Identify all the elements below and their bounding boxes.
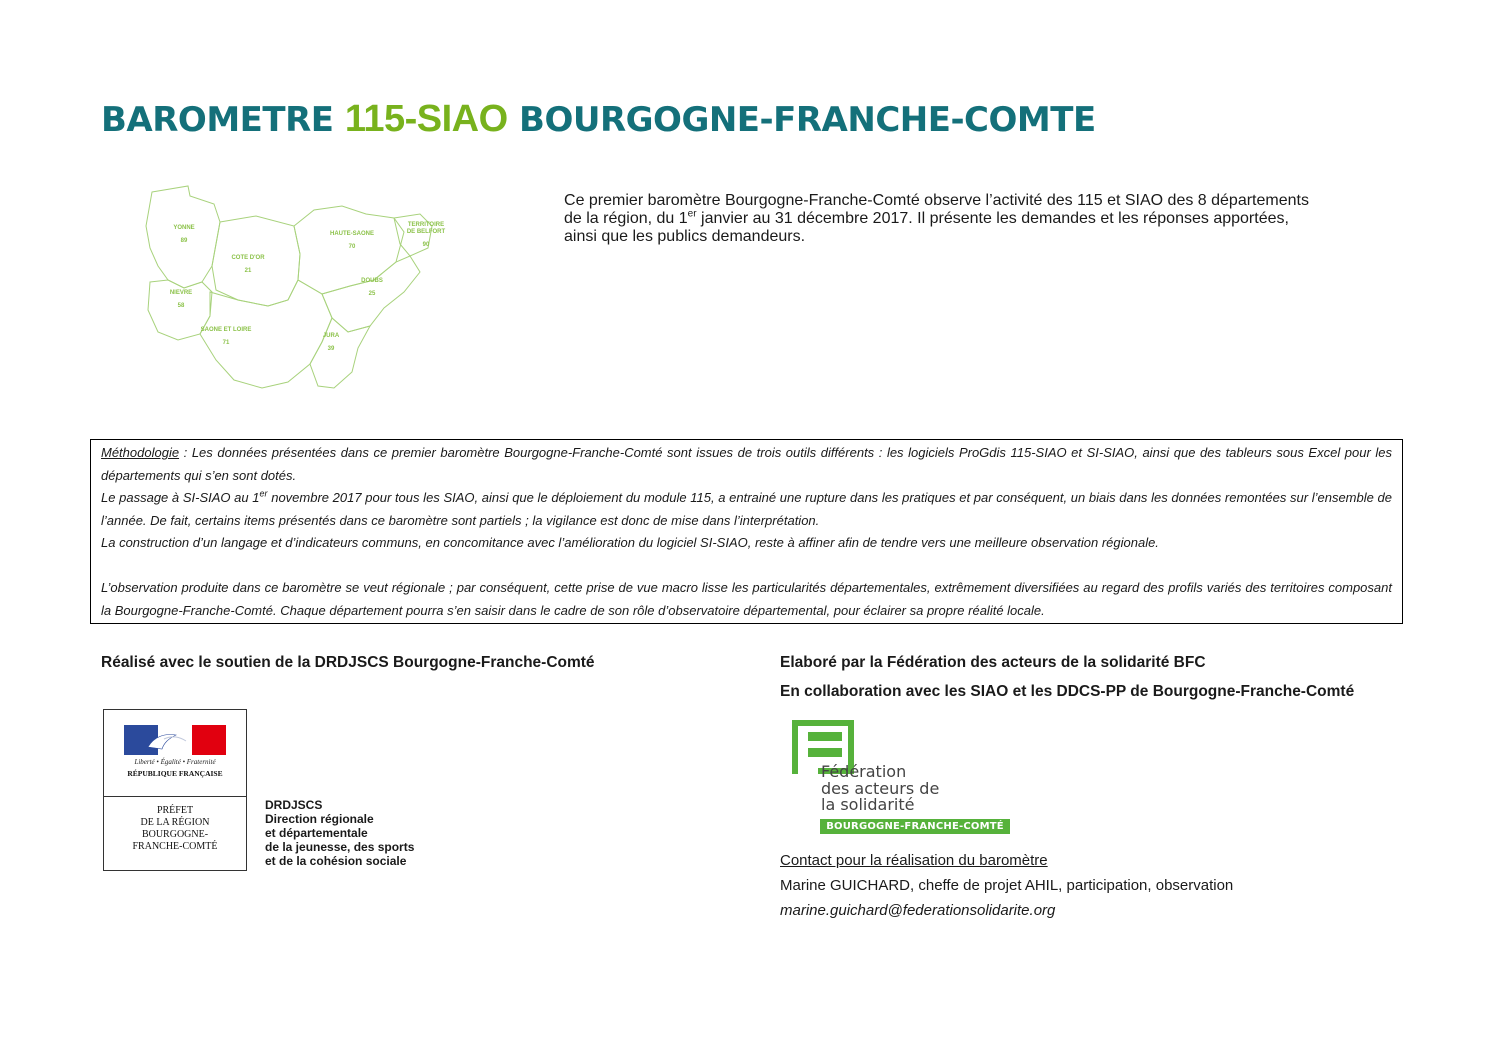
intro-text: janvier au 31 décembre 2017. Il présente les demandes et les réponses apportées, bbox=[696, 210, 1289, 227]
department-code: 25 bbox=[368, 291, 376, 297]
contact-title: Contact pour la réalisation du baromètre bbox=[780, 852, 1048, 869]
drdjscs-full-name: Direction régionale et départementale de la jeunesse, des sports et de la cohésion sociale bbox=[265, 812, 415, 868]
department-code: 71 bbox=[222, 340, 230, 346]
methodology-label: Méthodologie bbox=[101, 445, 180, 460]
intro-line: ainsi que les publics demandeurs. bbox=[564, 228, 806, 245]
intro-superscript: er bbox=[687, 208, 697, 220]
methodology-box bbox=[90, 439, 1403, 624]
department-name: NIEVRE bbox=[169, 290, 193, 296]
paragraph-gap bbox=[101, 555, 1392, 577]
title-part-115-siao: 115-SIAO bbox=[344, 98, 508, 140]
department-name: SAONE ET LOIRE bbox=[200, 327, 252, 333]
department-code: 89 bbox=[180, 238, 188, 244]
republic-name: RÉPUBLIQUE FRANÇAISE bbox=[127, 769, 223, 778]
map-outline bbox=[200, 280, 332, 388]
department-code: 58 bbox=[177, 303, 185, 309]
map-outline bbox=[294, 206, 404, 294]
intro-line bbox=[564, 192, 1404, 210]
page-title bbox=[101, 98, 1096, 141]
elaboration-line-1: Elaboré par la Fédération des acteurs de la solidarité BFC bbox=[780, 654, 1206, 671]
drdjscs-block bbox=[265, 798, 414, 868]
intro-line bbox=[564, 210, 1404, 228]
marianne-flag-icon bbox=[124, 725, 226, 755]
map-outline bbox=[212, 216, 300, 306]
methodology-text: Le passage à SI-SIAO au 1 bbox=[101, 490, 260, 506]
region-map bbox=[138, 182, 458, 397]
methodology-paragraph bbox=[101, 487, 1392, 532]
methodology-text: : Les données présentées dans ce premier baromètre Bourgogne-Franche-Comté sont issues de trois outils différents : les logiciels ProGdis 115-SIAO et SI-SIAO, ainsi que des tableurs sous Excel pour les départements qui s’en sont dotés. bbox=[101, 445, 1392, 483]
department-code: 21 bbox=[244, 268, 252, 274]
intro-text: de la région, du 1 bbox=[564, 210, 688, 227]
elaboration-line-2: En collaboration avec les SIAO et les DDCS-PP de Bourgogne-Franche-Comté bbox=[780, 683, 1355, 700]
department-name: HAUTE-SAONE bbox=[329, 231, 375, 237]
logo-divider bbox=[104, 796, 246, 797]
department-code: 70 bbox=[348, 244, 356, 250]
contact-email: marine.guichard@federationsolidarite.org bbox=[780, 902, 1056, 919]
drdjscs-acronym: DRDJSCS bbox=[265, 798, 323, 812]
intro-dropcap: C bbox=[564, 192, 576, 209]
federation-logo-name: Fédération des acteurs de la solidarité bbox=[821, 762, 940, 814]
department-name: TERRITOIRE bbox=[407, 222, 445, 228]
map-outline bbox=[146, 186, 220, 288]
department-code: 39 bbox=[327, 346, 335, 352]
methodology-text: novembre 2017 pour tous les SIAO, ainsi que le déploiement du module 115, a entrainé une rupture dans les pratiques et par conséquent, un biais dans les données remontées sur l’ensemble de l’année. De fait, certains items présentés dans ce baromètre sont partiels ; la vigilance est donc de mise dans l’interprétation. bbox=[101, 490, 1392, 528]
methodology-paragraph: L’observation produite dans ce baromètre se veut régionale ; par conséquent, cette prise de vue macro lisse les particularités départementales, extrêmement diversifiées au regard des profils variés des territoires composant la Bourgogne-Franche-Comté. Chaque département pourra s’en saisir dans le cadre de son rôle d’observatoire départemental, pour éclairer sa propre réalité locale. bbox=[101, 579, 1392, 618]
department-name: DE BELFORT bbox=[406, 229, 446, 235]
department-code: 90 bbox=[422, 242, 430, 248]
republic-motto: Liberté • Égalité • Fraternité bbox=[134, 758, 216, 766]
map-outline bbox=[310, 318, 370, 388]
department-name: JURA bbox=[322, 333, 340, 339]
support-statement: Réalisé avec le soutien de la DRDJSCS Bourgogne-Franche-Comté bbox=[101, 654, 595, 671]
title-part-region: BOURGOGNE-FRANCHE-COMTE bbox=[507, 100, 1096, 140]
intro-paragraph bbox=[564, 192, 1404, 246]
republique-francaise-logo bbox=[103, 709, 247, 871]
methodology-paragraph bbox=[101, 442, 1392, 487]
methodology-paragraph: La construction d’un langage et d’indicateurs communs, en concomitance avec l’amélioration du logiciel SI-SIAO, reste à affiner afin de tendre vers une meilleure observation régionale. bbox=[101, 535, 1159, 551]
methodology-superscript: er bbox=[259, 488, 268, 499]
intro-text: e premier baromètre Bourgogne-Franche-Comté observe l’activité des 115 et SIAO des 8 départements bbox=[575, 192, 1309, 209]
title-part-barometre: BAROMETRE bbox=[101, 100, 345, 140]
department-name: COTE D'OR bbox=[231, 255, 265, 261]
prefet-label: PRÉFET DE LA RÉGION BOURGOGNE- FRANCHE-COMTÉ bbox=[132, 805, 218, 852]
federation-logo-region-band: BOURGOGNE-FRANCHE-COMTÉ bbox=[820, 819, 1010, 834]
department-name: YONNE bbox=[173, 225, 195, 231]
department-name: DOUBS bbox=[361, 278, 383, 284]
contact-name: Marine GUICHARD, cheffe de projet AHIL, participation, observation bbox=[780, 877, 1234, 894]
